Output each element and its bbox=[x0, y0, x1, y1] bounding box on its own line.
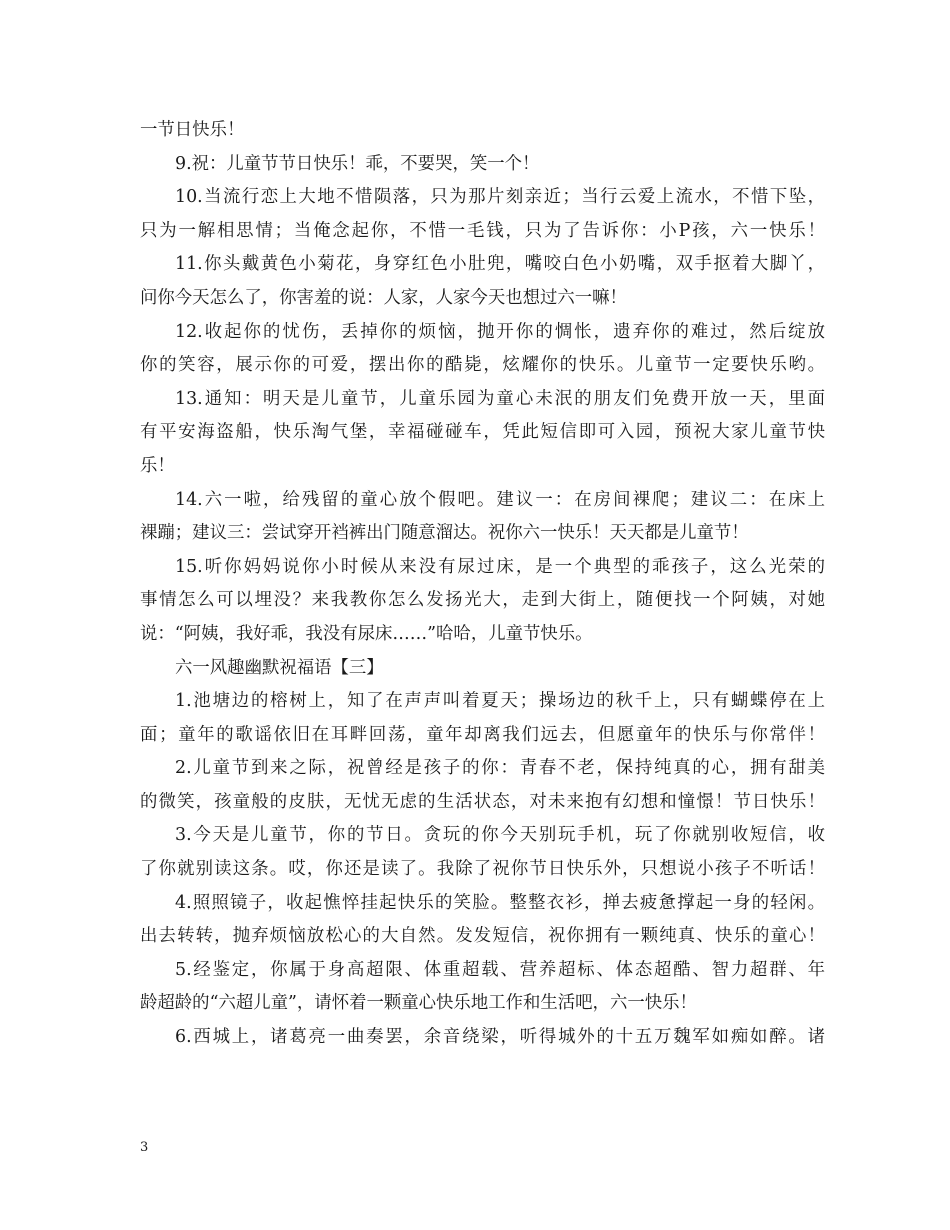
text-line: 12.收起你的忧伤，丢掉你的烦恼，抛开你的惆怅，遗弃你的难过，然后绽放 bbox=[175, 321, 825, 342]
text-line: 六一风趣幽默祝福语【三】 bbox=[175, 657, 384, 678]
text-line: 事情怎么可以埋没？来我教你怎么发扬光大，走到大街上，随便找一个阿姨，对她 bbox=[140, 590, 825, 611]
text-line: 14.六一啦，给残留的童心放个假吧。建议一：在房间裸爬；建议二：在床上 bbox=[175, 489, 825, 510]
text-line: 出去转转，抛弃烦恼放松心的大自然。发发短信，祝你拥有一颗纯真、快乐的童心！ bbox=[140, 926, 825, 947]
text-line: 6.西城上，诸葛亮一曲奏罢，余音绕梁，听得城外的十五万魏军如痴如醉。诸 bbox=[175, 1027, 825, 1048]
text-line: 了你就别读这条。哎，你还是读了。我除了祝你节日快乐外，只想说小孩子不听话！ bbox=[140, 859, 825, 880]
text-line: 龄超龄的“六超儿童”，请怀着一颗童心快乐地工作和生活吧，六一快乐！ bbox=[140, 993, 697, 1014]
text-line: 4.照照镜子，收起憔悴挂起快乐的笑脸。整整衣衫，掸去疲惫撑起一身的轻闲。 bbox=[175, 892, 825, 913]
text-line: 9.祝：儿童节节日快乐！乖，不要哭，笑一个！ bbox=[175, 153, 540, 174]
text-line: 11.你头戴黄色小菊花，身穿红色小肚兜，嘴咬白色小奶嘴，双手抠着大脚丫， bbox=[175, 254, 825, 275]
text-line: 裸蹦；建议三：尝试穿开裆裤出门随意溜达。祝你六一快乐！天天都是儿童节！ bbox=[140, 523, 749, 544]
text-line: 说：“阿姨，我好乖，我没有尿床……”哈哈，儿童节快乐。 bbox=[140, 623, 593, 644]
text-line: 10.当流行恋上大地不惜陨落，只为那片刻亲近；当行云爱上流水，不惜下坠， bbox=[175, 187, 825, 208]
text-line: 1.池塘边的榕树上，知了在声声叫着夏天；操场边的秋千上，只有蝴蝶停在上 bbox=[175, 691, 825, 712]
text-line: 5.经鉴定，你属于身高超限、体重超载、营养超标、体态超酷、智力超群、年 bbox=[175, 959, 825, 980]
text-line: 3.今天是儿童节，你的节日。贪玩的你今天别玩手机，玩了你就别收短信，收 bbox=[175, 825, 825, 846]
text-line: 面；童年的歌谣依旧在耳畔回荡，童年却离我们远去，但愿童年的快乐与你常伴！ bbox=[140, 724, 825, 745]
text-line: 13.通知：明天是儿童节，儿童乐园为童心未泯的朋友们免费开放一天，里面 bbox=[175, 388, 825, 409]
text-line: 2.儿童节到来之际，祝曾经是孩子的你：青春不老，保持纯真的心，拥有甜美 bbox=[175, 758, 825, 779]
text-line: 只为一解相思情；当俺念起你，不惜一毛钱，只为了告诉你：小P孩，六一快乐！ bbox=[140, 220, 825, 241]
text-line: 15.听你妈妈说你小时候从来没有尿过床，是一个典型的乖孩子，这么光荣的 bbox=[175, 556, 825, 577]
text-line: 有平安海盗船，快乐淘气堡，幸福碰碰车，凭此短信即可入园，预祝大家儿童节快 bbox=[140, 422, 825, 443]
text-line: 的微笑，孩童般的皮肤，无忧无虑的生活状态，对未来抱有幻想和憧憬！节日快乐！ bbox=[140, 791, 825, 812]
text-line: 一节日快乐！ bbox=[140, 120, 245, 140]
text-line: 问你今天怎么了，你害羞的说：人家，人家今天也想过六一嘛！ bbox=[140, 287, 627, 308]
page-number: 3 bbox=[140, 1140, 149, 1155]
text-line: 乐！ bbox=[140, 455, 175, 476]
text-line: 你的笑容，展示你的可爱，摆出你的酷毙，炫耀你的快乐。儿童节一定要快乐哟。 bbox=[140, 355, 825, 376]
document-body bbox=[140, 114, 825, 1055]
